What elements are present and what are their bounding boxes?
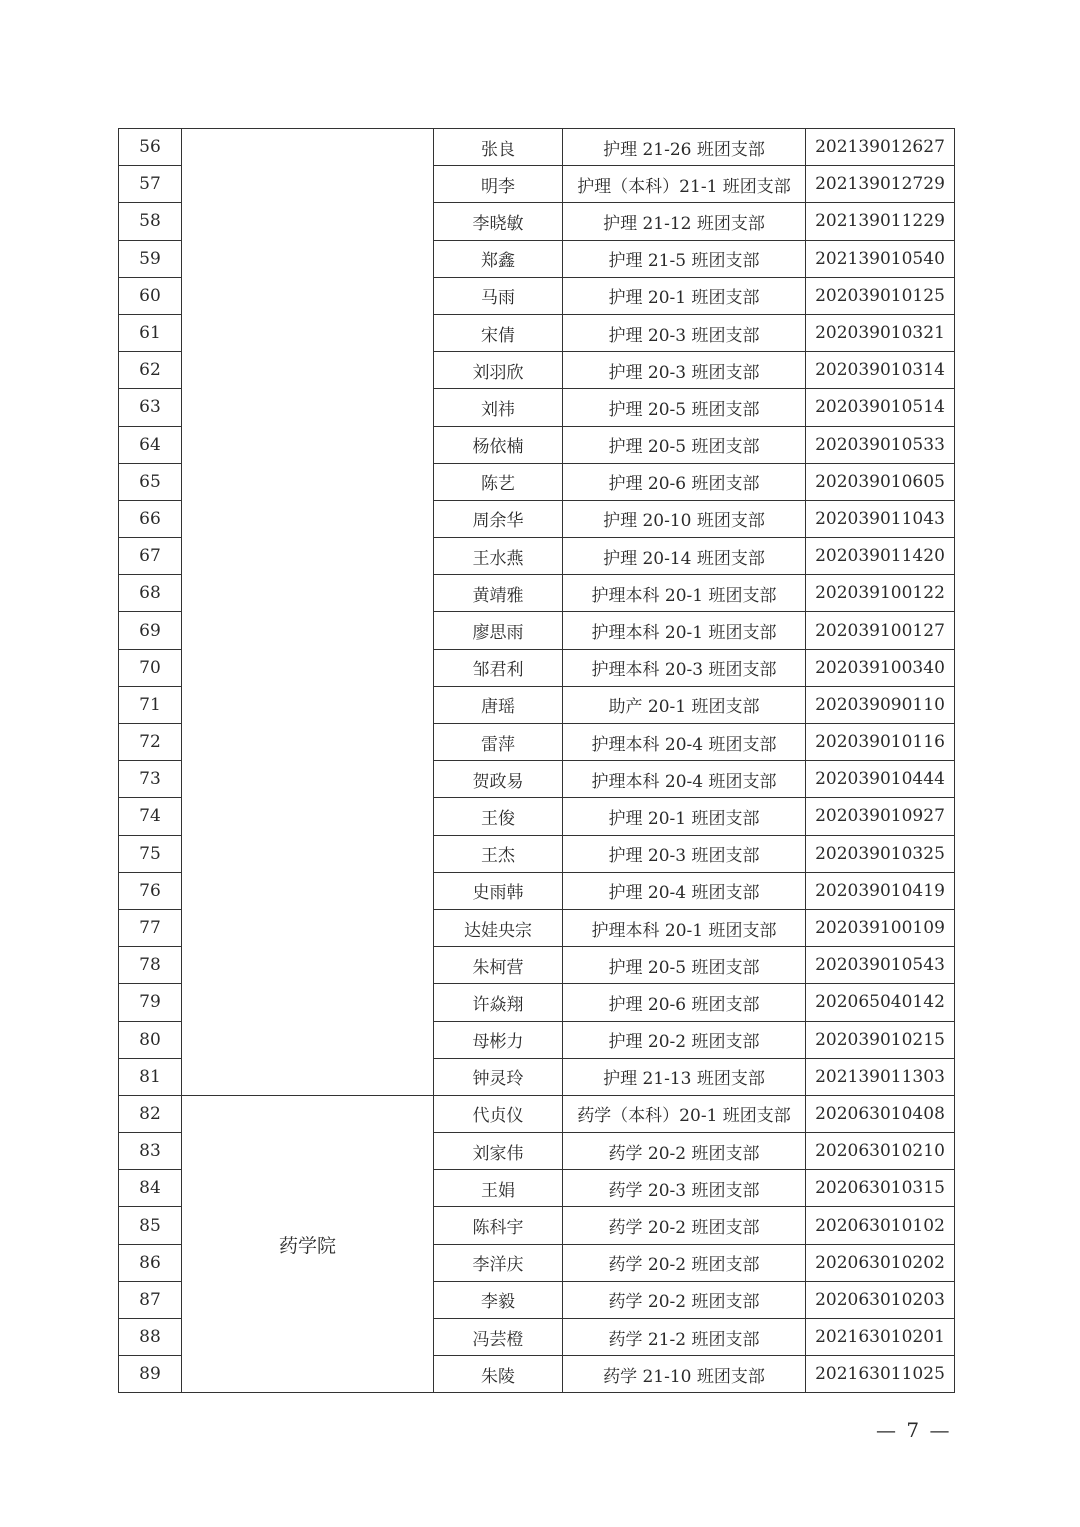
branch-cell: 药学（本科）20-1 班团支部	[563, 1095, 806, 1132]
row-number-cell: 59	[119, 240, 182, 277]
row-number-cell: 65	[119, 463, 182, 500]
branch-cell: 护理 20-10 班团支部	[563, 500, 806, 537]
branch-cell: 助产 20-1 班团支部	[563, 686, 806, 723]
name-cell: 王俊	[434, 798, 563, 835]
student-id-cell: 202063010102	[806, 1207, 955, 1244]
student-id-cell: 202063010203	[806, 1281, 955, 1318]
name-cell: 钟灵玲	[434, 1058, 563, 1095]
branch-cell: 药学 20-2 班团支部	[563, 1244, 806, 1281]
student-id-cell: 202039010514	[806, 389, 955, 426]
student-id-cell: 202039010419	[806, 872, 955, 909]
student-id-cell: 202139012729	[806, 166, 955, 203]
student-id-cell: 202039010533	[806, 426, 955, 463]
name-cell: 宋倩	[434, 314, 563, 351]
branch-cell: 药学 20-2 班团支部	[563, 1281, 806, 1318]
name-cell: 李洋庆	[434, 1244, 563, 1281]
row-number-cell: 82	[119, 1095, 182, 1132]
row-number-cell: 86	[119, 1244, 182, 1281]
branch-cell: 护理 20-5 班团支部	[563, 389, 806, 426]
branch-cell: 护理本科 20-3 班团支部	[563, 649, 806, 686]
row-number-cell: 88	[119, 1319, 182, 1356]
branch-cell: 护理 20-6 班团支部	[563, 463, 806, 500]
row-number-cell: 67	[119, 538, 182, 575]
name-cell: 李晓敏	[434, 203, 563, 240]
row-number-cell: 56	[119, 129, 182, 166]
student-id-cell: 202039100109	[806, 909, 955, 946]
name-cell: 王水燕	[434, 538, 563, 575]
row-number-cell: 61	[119, 314, 182, 351]
branch-cell: 药学 20-2 班团支部	[563, 1133, 806, 1170]
college-cell	[182, 129, 434, 1096]
name-cell: 马雨	[434, 277, 563, 314]
row-number-cell: 76	[119, 872, 182, 909]
row-number-cell: 70	[119, 649, 182, 686]
branch-cell: 护理（本科）21-1 班团支部	[563, 166, 806, 203]
row-number-cell: 68	[119, 575, 182, 612]
student-id-cell: 202039010215	[806, 1021, 955, 1058]
student-id-cell: 202039100122	[806, 575, 955, 612]
branch-cell: 护理 21-26 班团支部	[563, 129, 806, 166]
row-number-cell: 83	[119, 1133, 182, 1170]
student-id-cell: 202139012627	[806, 129, 955, 166]
student-id-cell: 202039011043	[806, 500, 955, 537]
row-number-cell: 87	[119, 1281, 182, 1318]
name-cell: 陈科宇	[434, 1207, 563, 1244]
branch-cell: 护理 20-1 班团支部	[563, 277, 806, 314]
row-number-cell: 79	[119, 984, 182, 1021]
row-number-cell: 69	[119, 612, 182, 649]
student-id-cell: 202063010408	[806, 1095, 955, 1132]
name-cell: 刘羽欣	[434, 352, 563, 389]
row-number-cell: 62	[119, 352, 182, 389]
table-body	[119, 129, 955, 1393]
row-number-cell: 63	[119, 389, 182, 426]
name-cell: 郑鑫	[434, 240, 563, 277]
student-id-cell: 202039010543	[806, 947, 955, 984]
student-id-cell: 202039010116	[806, 724, 955, 761]
row-number-cell: 74	[119, 798, 182, 835]
row-number-cell: 71	[119, 686, 182, 723]
name-cell: 刘祎	[434, 389, 563, 426]
row-number-cell: 72	[119, 724, 182, 761]
branch-cell: 药学 20-3 班团支部	[563, 1170, 806, 1207]
name-cell: 史雨韩	[434, 872, 563, 909]
student-id-cell: 202139011303	[806, 1058, 955, 1095]
branch-cell: 护理 20-2 班团支部	[563, 1021, 806, 1058]
branch-cell: 药学 21-2 班团支部	[563, 1319, 806, 1356]
row-number-cell: 57	[119, 166, 182, 203]
student-id-cell: 202163010201	[806, 1319, 955, 1356]
college-cell: 药学院	[182, 1095, 434, 1393]
student-id-cell: 202039100340	[806, 649, 955, 686]
name-cell: 明李	[434, 166, 563, 203]
branch-cell: 护理 20-6 班团支部	[563, 984, 806, 1021]
name-cell: 朱陵	[434, 1356, 563, 1393]
student-id-cell: 202139011229	[806, 203, 955, 240]
row-number-cell: 66	[119, 500, 182, 537]
branch-cell: 护理 20-5 班团支部	[563, 426, 806, 463]
name-cell: 朱柯营	[434, 947, 563, 984]
name-cell: 陈艺	[434, 463, 563, 500]
row-number-cell: 81	[119, 1058, 182, 1095]
row-number-cell: 75	[119, 835, 182, 872]
branch-cell: 护理 21-13 班团支部	[563, 1058, 806, 1095]
branch-cell: 护理 20-1 班团支部	[563, 798, 806, 835]
row-number-cell: 58	[119, 203, 182, 240]
student-id-cell: 202039010444	[806, 761, 955, 798]
student-id-cell: 202039010125	[806, 277, 955, 314]
name-cell: 王娟	[434, 1170, 563, 1207]
row-number-cell: 60	[119, 277, 182, 314]
student-id-cell: 202063010315	[806, 1170, 955, 1207]
student-id-cell: 202039010321	[806, 314, 955, 351]
row-number-cell: 84	[119, 1170, 182, 1207]
name-cell: 张良	[434, 129, 563, 166]
student-id-cell: 202063010210	[806, 1133, 955, 1170]
row-number-cell: 85	[119, 1207, 182, 1244]
student-id-cell: 202163011025	[806, 1356, 955, 1393]
name-cell: 达娃央宗	[434, 909, 563, 946]
branch-cell: 护理本科 20-4 班团支部	[563, 724, 806, 761]
branch-cell: 药学 20-2 班团支部	[563, 1207, 806, 1244]
student-id-cell: 202039011420	[806, 538, 955, 575]
name-cell: 母彬力	[434, 1021, 563, 1058]
row-number-cell: 78	[119, 947, 182, 984]
page-number: — 7 —	[876, 1418, 952, 1442]
student-id-cell: 202039010314	[806, 352, 955, 389]
branch-cell: 护理 21-12 班团支部	[563, 203, 806, 240]
branch-cell: 护理 20-5 班团支部	[563, 947, 806, 984]
branch-cell: 护理 20-3 班团支部	[563, 835, 806, 872]
student-id-cell: 202039010927	[806, 798, 955, 835]
branch-cell: 护理 20-3 班团支部	[563, 314, 806, 351]
table-row	[119, 129, 955, 166]
name-cell: 廖思雨	[434, 612, 563, 649]
name-cell: 雷萍	[434, 724, 563, 761]
branch-cell: 护理 20-3 班团支部	[563, 352, 806, 389]
row-number-cell: 77	[119, 909, 182, 946]
student-id-cell: 202139010540	[806, 240, 955, 277]
name-cell: 杨依楠	[434, 426, 563, 463]
roster-table	[118, 128, 955, 1393]
student-id-cell: 202039100127	[806, 612, 955, 649]
student-id-cell: 202065040142	[806, 984, 955, 1021]
branch-cell: 药学 21-10 班团支部	[563, 1356, 806, 1393]
row-number-cell: 89	[119, 1356, 182, 1393]
name-cell: 李毅	[434, 1281, 563, 1318]
student-id-cell: 202063010202	[806, 1244, 955, 1281]
row-number-cell: 73	[119, 761, 182, 798]
name-cell: 周余华	[434, 500, 563, 537]
name-cell: 黄靖雅	[434, 575, 563, 612]
student-id-cell: 202039010605	[806, 463, 955, 500]
name-cell: 代贞仪	[434, 1095, 563, 1132]
name-cell: 贺政易	[434, 761, 563, 798]
name-cell: 邹君利	[434, 649, 563, 686]
branch-cell: 护理本科 20-1 班团支部	[563, 909, 806, 946]
table-row	[119, 1095, 955, 1132]
branch-cell: 护理本科 20-1 班团支部	[563, 612, 806, 649]
row-number-cell: 80	[119, 1021, 182, 1058]
name-cell: 冯芸橙	[434, 1319, 563, 1356]
student-id-cell: 202039090110	[806, 686, 955, 723]
name-cell: 唐瑶	[434, 686, 563, 723]
name-cell: 王杰	[434, 835, 563, 872]
branch-cell: 护理本科 20-4 班团支部	[563, 761, 806, 798]
row-number-cell: 64	[119, 426, 182, 463]
student-id-cell: 202039010325	[806, 835, 955, 872]
branch-cell: 护理本科 20-1 班团支部	[563, 575, 806, 612]
branch-cell: 护理 20-14 班团支部	[563, 538, 806, 575]
name-cell: 许焱翔	[434, 984, 563, 1021]
name-cell: 刘家伟	[434, 1133, 563, 1170]
branch-cell: 护理 21-5 班团支部	[563, 240, 806, 277]
branch-cell: 护理 20-4 班团支部	[563, 872, 806, 909]
